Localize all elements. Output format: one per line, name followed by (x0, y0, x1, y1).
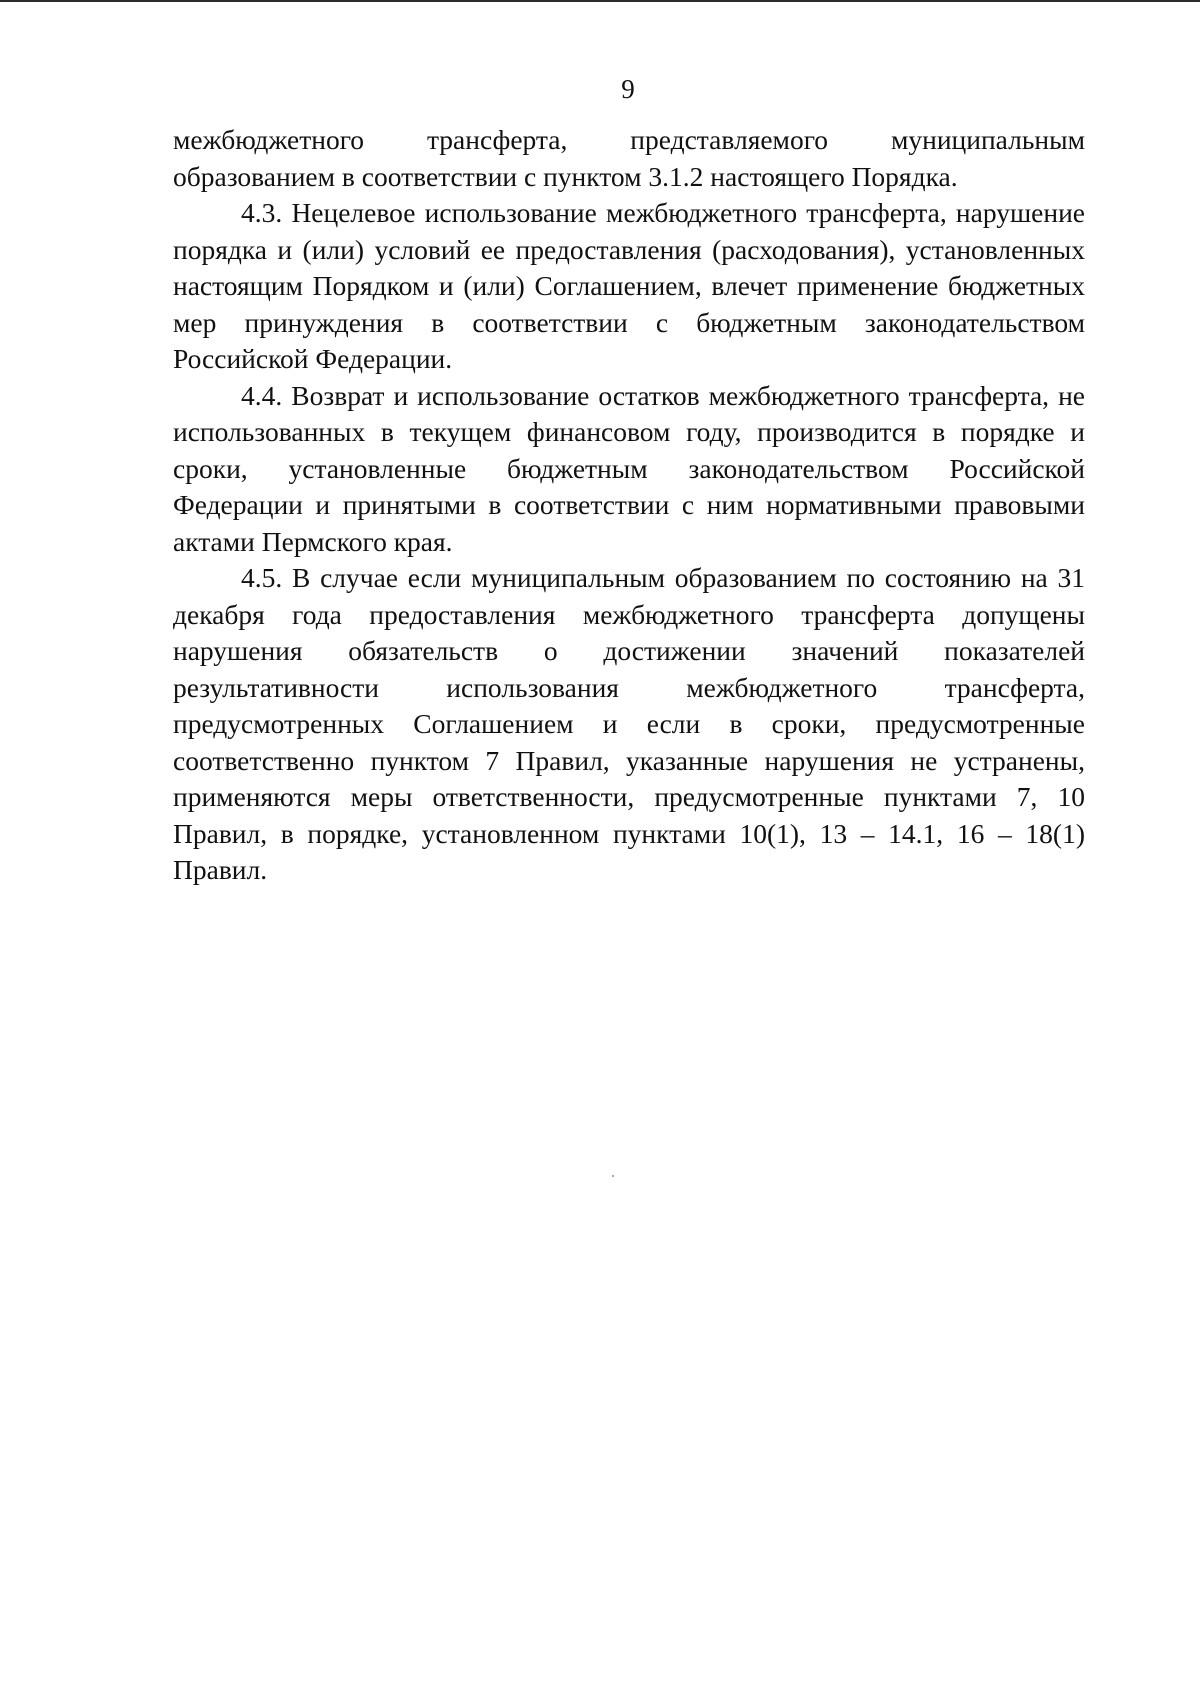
paragraph-4-5: 4.5. В случае если муниципальным образованием по состоянию на 31 декабря года предоставления межбюджетного трансферта допущены нарушения обязательств о достижении значений показателей результативности использования межбюджетного трансферта, предусмотренных Соглашением и если в сроки, предусмотренные соответственно пунктом 7 Правил, указанные нарушения не устранены, применяются меры ответственности, предусмотренные пунктами 7, 10 Правил, в порядке, установленном пунктами 10(1), 13 – 14.1, 16 – 18(1) Правил. (173, 562, 1085, 885)
scan-edge (0, 0, 1200, 2)
paragraph-4-3: 4.3. Нецелевое использование межбюджетного трансферта, нарушение порядка и (или) условий ее предоставления (расходования), установленных настоящим Порядком и (или) Соглашением, влечет применение бюджетных мер принуждения в соответствии с бюджетным законодательством Российской Федерации. (173, 197, 1085, 374)
paragraph-continuation: межбюджетного трансферта, представляемого муниципальным образованием в соответствии с пунктом 3.1.2 настоящего Порядка. (173, 124, 1085, 192)
page-number: 9 (621, 74, 635, 104)
scan-speck (612, 1175, 614, 1177)
document-body (173, 122, 1085, 889)
paragraph-4-4: 4.4. Возврат и использование остатков межбюджетного трансферта, не использованных в текущем финансовом году, производится в порядке и сроки, установленные бюджетным законодательством Российской Федерации и принятыми в соответствии с ним нормативными правовыми актами Пермского края. (173, 379, 1085, 557)
